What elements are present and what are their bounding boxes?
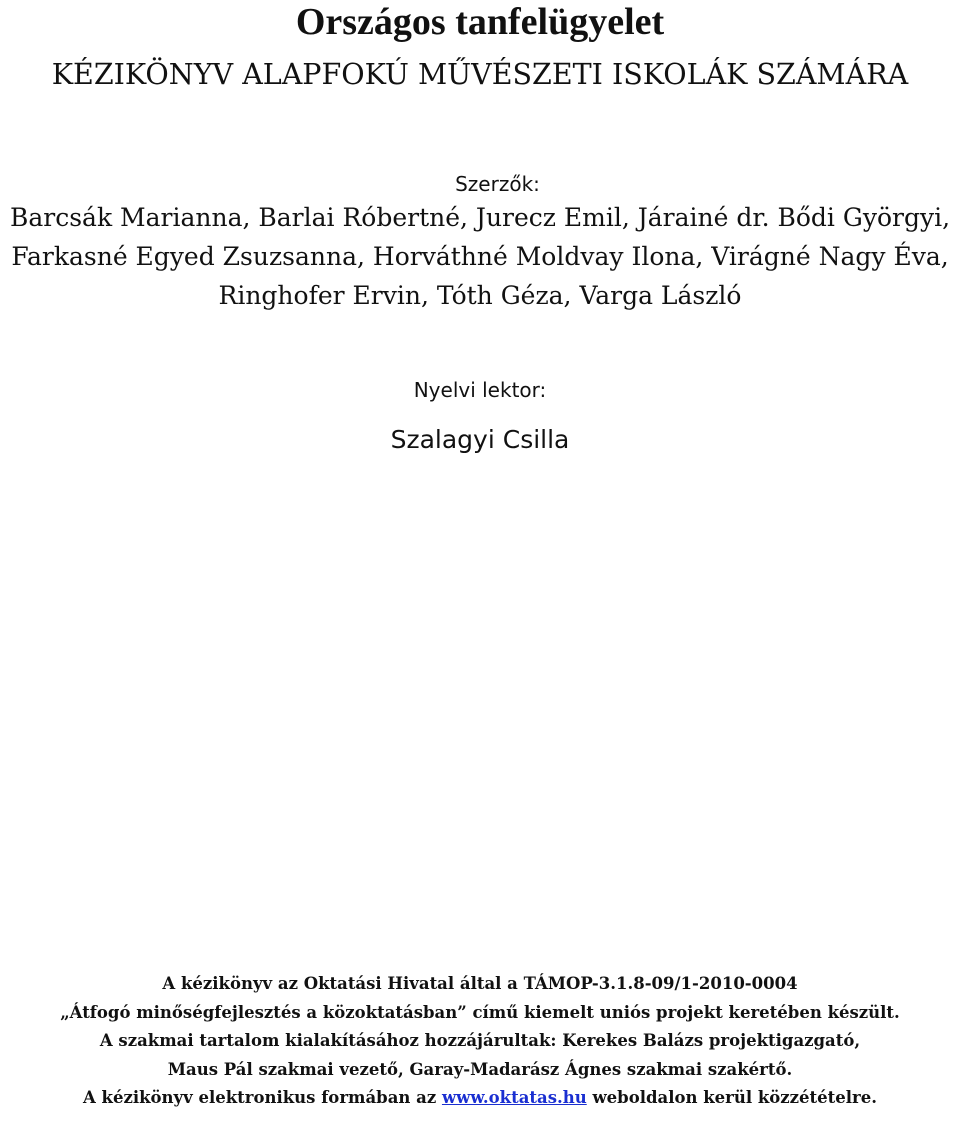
publication-note-line: A szakmai tartalom kialakításához hozzájárultak: Kerekes Balázs projektigazgató, <box>99 1031 861 1050</box>
authors-label: Szerzők: <box>455 172 540 196</box>
publication-note-line: „Átfogó minőségfejlesztés a közoktatásban” című kiemelt uniós projekt keretében készült. <box>60 1002 900 1022</box>
publication-note-line: A kézikönyv az Oktatási Hivatal által a TÁMOP-3.1.8-09/1-2010-0004 <box>162 974 798 993</box>
language-editor-label: Nyelvi lektor: <box>413 378 547 402</box>
web-text-after: weboldalon kerül közzétételre. <box>586 1088 877 1107</box>
oktatas-website-link[interactable]: www.oktatas.hu <box>441 1088 587 1107</box>
publication-note-line-web <box>0 1084 960 1113</box>
publication-note <box>0 970 960 1113</box>
web-text-before: A kézikönyv elektronikus formában az <box>83 1088 442 1107</box>
document-subtitle: KÉZIKÖNYV ALAPFOKÚ MŰVÉSZETI ISKOLÁK SZÁMÁRA <box>51 58 909 91</box>
authors-line: Barcsák Marianna, Barlai Róbertné, Jurecz Emil, Járainé dr. Bődi Györgyi, <box>9 203 951 232</box>
authors-line: Ringhofer Ervin, Tóth Géza, Varga László <box>218 281 742 310</box>
authors-list <box>0 198 960 315</box>
authors-line: Farkasné Egyed Zsuzsanna, Horváthné Moldvay Ilona, Virágné Nagy Éva, <box>11 242 949 271</box>
document-title: Országos tanfelügyelet <box>295 1 665 43</box>
publication-note-line: Maus Pál szakmai vezető, Garay-Madarász Ágnes szakmai szakértő. <box>167 1059 793 1079</box>
language-editor-name: Szalagyi Csilla <box>390 425 570 454</box>
